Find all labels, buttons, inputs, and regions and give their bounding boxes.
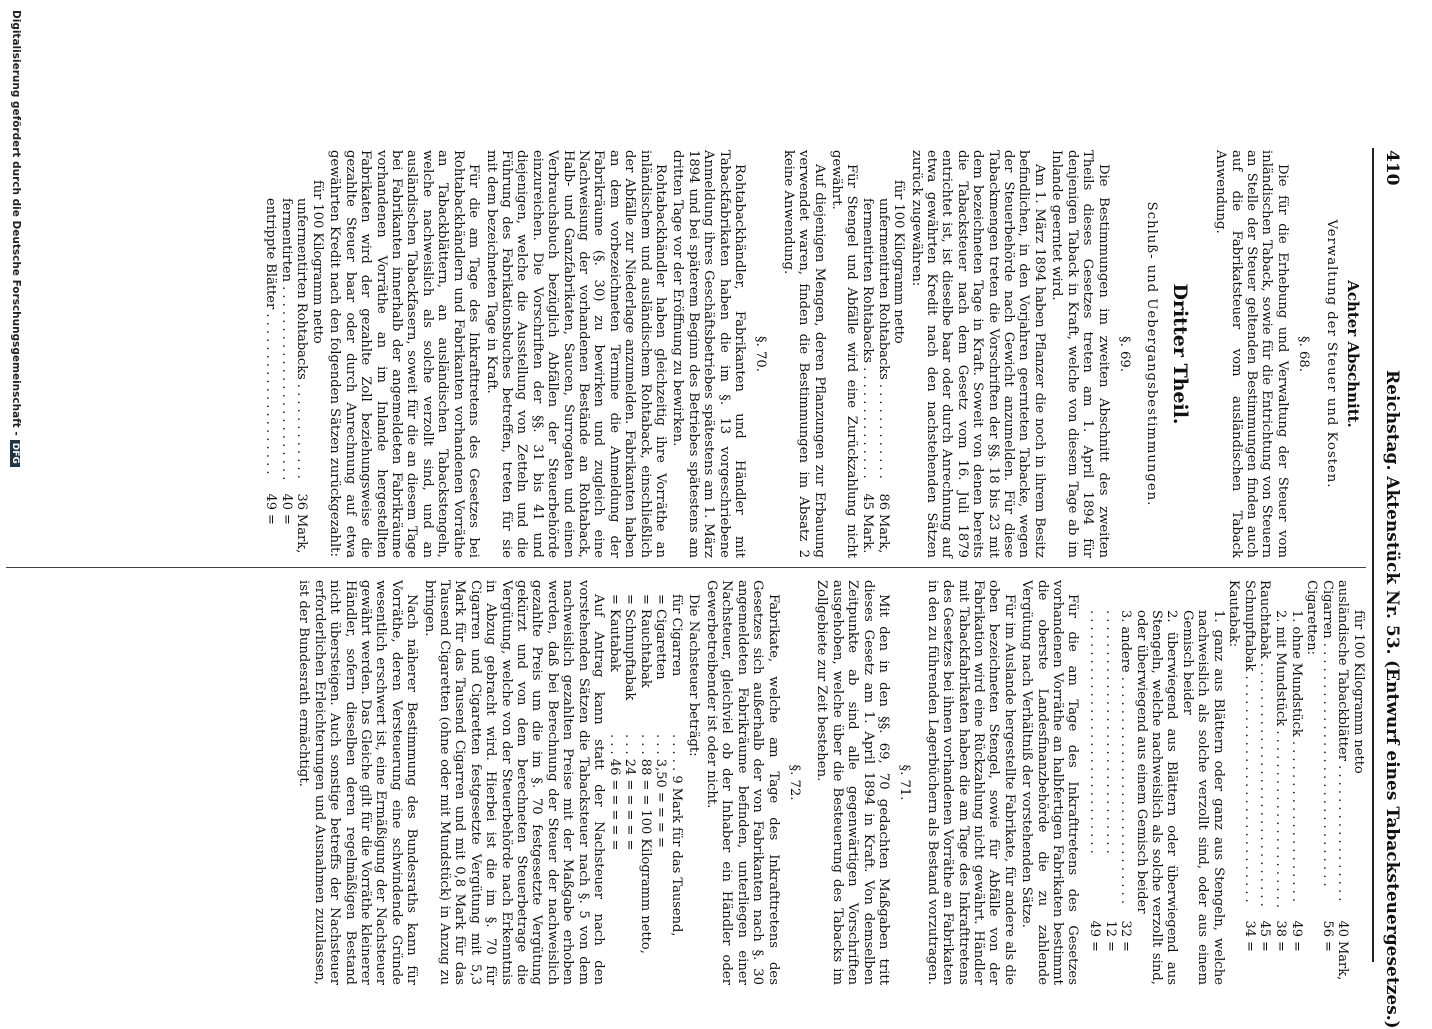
rate-label xyxy=(1102,580,1118,907)
section-title: Achter Abschnitt. xyxy=(1344,280,1362,428)
rate-row xyxy=(1304,580,1320,985)
rate-label-long: 1. ganz aus Blättern oder ganz aus Stengeln, welche nachweislich als solche verzollt sind, oder aus einem Gemisch beider xyxy=(1179,610,1226,985)
rate-unit: Mark, xyxy=(875,514,891,554)
paragraph-69-c: Am 1. März 1894 haben Pflanzer die noch in ihrem Besitz befindlichen, in den Vorjahren geernteten Tabacke, wegen der Steuerbehörde nach Gewicht anzumelden. Für diese Tabackmengen treten die Vorschriften der §§. 18 bis 23 mit dem bezeichneten Tage in Kraft. Soweit von denen bereits die Tabacksteuer nach dem Gesetz vom 16. Juli 1879 entrichtet ist, ist dieselbe baar oder durch Anrechnung auf etwa gewährten Kredit nach den nachstehenden Sätzen zurück zugewähren: xyxy=(908,150,1047,558)
rate-row xyxy=(1086,580,1102,985)
rate-label: fermentirten . . . xyxy=(278,150,294,480)
tax-row xyxy=(622,580,638,985)
column-divider xyxy=(6,567,1366,568)
paragraph-71-text: Mit den in den §§. 69, 70 gedachten Maßgaben tritt dieses Gesetz am 1. April 1894 in Kraft. Von demselben Zeitpunkte ab sind alle gegenwärtigen Vorschriften ausgehoben, welche über die Besteuerung des Tabacks im Zollgebiete zur Zeit bestehen. xyxy=(814,580,891,985)
rate-value: 86 xyxy=(875,493,891,510)
rate-row xyxy=(1272,580,1288,985)
left-column xyxy=(263,150,1366,558)
rate-unit: = xyxy=(278,514,294,525)
rate-label: unfermentirten Rohtabacks . . . xyxy=(294,150,310,480)
rate-label: Cigaretten: xyxy=(1304,580,1320,655)
rate-unit: = xyxy=(1257,941,1273,952)
rate-row xyxy=(309,150,325,558)
rate-row xyxy=(1241,580,1257,985)
rate-value: 12 xyxy=(1102,920,1118,937)
header-center: Reichstag. Aktenstück Nr. 53. xyxy=(1382,370,1402,655)
rate-label: Schnupftabak . . . xyxy=(1241,580,1257,907)
rate-label xyxy=(1086,580,1102,907)
rate-value: 36 xyxy=(294,493,310,510)
header-right: (Entwurf eines Tabacksteuergesetzes.) xyxy=(1382,660,1402,1029)
rate-unit: = xyxy=(1288,941,1304,952)
rate-value: 40 xyxy=(1335,920,1351,937)
rate-row xyxy=(1288,580,1304,985)
tax-label: = Cigaretten xyxy=(653,594,669,680)
paragraph-72-head: §. 72. xyxy=(786,764,802,801)
tax-label: für Cigarren xyxy=(669,594,685,677)
part-title: Dritter Theil. xyxy=(1168,283,1191,425)
paragraph-70-a: Rohtabackhändler, Fabrikanten und Händler mit Tabackfabrikaten haben die im §. 13 vorgeschriebene Anmeldung ihres Geschäftsbetriebes spätestens am 1. März 1894 und bei späterem Beginn des Betriebes spätestens am dritten Tage vor der Eröffnung zu bewirken. xyxy=(670,150,748,558)
tax-label: = Rauchtabak xyxy=(637,594,653,688)
rate-unit: = xyxy=(1118,941,1134,952)
tax-value: . . . 46 = = = = = xyxy=(606,734,622,851)
rate-row xyxy=(891,150,907,558)
rate-label: 2. mit Mundstück . . . xyxy=(1272,580,1288,907)
dfg-logo: DFG xyxy=(10,440,20,467)
rate-row xyxy=(1350,580,1366,985)
rate-value: 45 xyxy=(1257,920,1273,937)
rate-unit: = xyxy=(1273,941,1289,952)
rate-label: entrippte Blätter . . . xyxy=(263,150,279,480)
rate-label: Kautabak: xyxy=(1226,580,1242,648)
rate-unit: Mark, xyxy=(294,514,310,554)
paragraph-68-head: §. 68. xyxy=(1296,336,1312,372)
tax-value: . . . 88 = = 100 Kilogramm netto, xyxy=(637,734,653,954)
paragraph-70-d: Für die am Tage des Inkrafttretens des Gesetzes vorhandenen Vorräthe an halbfertigen Fabrikaten bestimmt die oberste Landesfinanzbehörde die zu zahlende Vergütung nach Verhältniß der vorstehenden Sätze. xyxy=(1019,580,1081,985)
paragraph-70-head: §. 70. xyxy=(753,336,769,372)
page-number: 410 xyxy=(1382,150,1402,186)
rate-unit: = xyxy=(1102,941,1118,952)
rate-row xyxy=(294,150,310,558)
rate-unit: = xyxy=(1087,941,1103,952)
rate-value: 32 xyxy=(1118,920,1134,937)
rate-row xyxy=(1319,580,1335,985)
rate-row xyxy=(1226,580,1242,985)
tax-row xyxy=(669,580,685,985)
paragraph-72-b: Die Nachsteuer beträgt: xyxy=(686,594,702,757)
rate-row xyxy=(1118,580,1134,985)
rate-unit: = xyxy=(1241,941,1257,952)
paragraph-70-b: Rohtabackhändler haben gleichzeitig ihre Vorräthe an inländischem und ausländischem Rohtaback, einschließlich der Abfälle zur Niederlage anzumelden. Fabrikanten haben an dem vorbezeichneten Termine die Anmeldung der Fabrikräume (§. 30) zu bewirken und zugleich eine Nachweisung der vorhandenen Bestände an Rohtaback, Halb- und Ganzfabrikaten, Saucen, Surrogaten und einen Verbrauchsbuch bezüglich Abfällen der Steuerbehörde einzureichen. Die Vorschriften der §§. 31 bis 41 und diejenigen, welche die Ausstellung von Zetteln und die Führung des Fabrikationsbuches betreffen, treten für sie mit dem bezeichneten Tage in Kraft. xyxy=(483,150,668,558)
rate-row xyxy=(278,150,294,558)
rate-row xyxy=(1102,580,1118,985)
rate-label: unfermentirten Rohtabacks . . . xyxy=(875,150,891,480)
rate-value: 56 xyxy=(1319,920,1335,937)
paragraph-69-d: Für Stengel und Abfälle wird eine Zurückzahlung nicht gewährt. xyxy=(829,150,860,558)
rate-value: 49 xyxy=(263,493,279,510)
rate-label: für 100 Kilogramm netto xyxy=(310,180,326,344)
rate-row xyxy=(859,150,875,558)
rate-label: 1. ohne Mundstück . . . xyxy=(1288,580,1304,907)
rate-unit: = xyxy=(263,514,279,525)
rate-value: 49 xyxy=(1288,920,1304,937)
paragraph-71-head: §. 71. xyxy=(897,764,913,801)
digitization-note xyxy=(10,10,22,467)
rate-label: Cigarren . . . xyxy=(1319,580,1335,907)
rate-label: fermentirten Rohtabacks . . . xyxy=(859,150,875,480)
tax-value: . . . . . 9 Mark für das Tausend, xyxy=(669,734,685,937)
rate-value: 45 xyxy=(860,493,876,510)
rate-unit: Mark. xyxy=(860,514,876,554)
header-rule xyxy=(1372,148,1374,962)
rate-label: für 100 Kilogramm netto xyxy=(891,180,907,344)
rate-value: 38 xyxy=(1273,920,1289,937)
rate-row xyxy=(1257,580,1273,985)
rate-value: 40 xyxy=(278,493,294,510)
rate-row xyxy=(263,150,279,558)
paragraph-69-e: Auf diejenigen Mengen, deren Pflanzungen zur Erbauung verwendet waren, finden die Bestimmungen im Absatz 2 keine Anwendung. xyxy=(780,150,827,558)
rate-row xyxy=(875,150,891,558)
tax-value: . . . 3,50 = = = = xyxy=(653,734,669,848)
paragraph-69-b: Die Bestimmungen im zweiten Abschnitt des zweiten Theils dieses Gesetzes treten am 1. April 1894 für denjenigen Taback in Kraft, welche von diesem Tage ab im Inlande geerntet wird. xyxy=(1049,150,1111,558)
paragraph-72-c: Auf Antrag kann statt der Nachsteuer nach den vorstehenden Sätzen die Tabacksteuer nach §. 5 von dem nachweislich gezahlten Preise mit der Maßgabe erhoben werden, daß bei Berechnung der Steuer der nachweislich gezahlte Preis um die im §. 70 festgesetzte Vergütung gekürzt und von dem berechneten Steuerbetrage die Vergütung, welche von der Steuerbehörde nach Erkenntnis in Abzug gebracht wird. Hierbei ist die im §. 70 für Cigarren und Cigaretten festgesetzte Vergütung mit 5,3 Mark für das Tausend Cigarren und mit 0,8 Mark für das Tausend Cigaretten (ohne oder mit Mundstück) in Anzug zu bringen. xyxy=(421,580,607,985)
tax-label: = Schnupftabak xyxy=(622,594,638,701)
rate-label: ausländische Tabackblätter . . . xyxy=(1335,580,1351,907)
tax-row xyxy=(637,580,653,985)
rate-unit: = xyxy=(1319,941,1335,952)
section-subtitle: Verwaltung der Steuer und Kosten. xyxy=(1323,219,1339,489)
tax-label: = Kautabak xyxy=(606,594,622,672)
digitization-text: Digitalisierung gefördert durch die Deutsche Forschungsgemeinschaft - xyxy=(10,10,22,436)
paragraph-68-text: Die für die Erhebung und Verwaltung der Steuer vom inländischen Taback, sowie für die Entrichtung von Steuern an Stelle der Steuer geltenden Bestimmungen finden auch auf die Fabrikatsteuer vom ausländischen Taback Anwendung. xyxy=(1213,150,1290,558)
rate-label: Rauchtabak . . . xyxy=(1257,580,1273,907)
part-subtitle: Schluß- und Uebergangsbestimmungen. xyxy=(1144,201,1160,507)
rate-row xyxy=(1335,580,1351,985)
rate-label: für 100 Kilogramm netto xyxy=(1351,610,1366,774)
rate-label-long: 2. überwiegend aus Blättern oder überwiegend aus Stengeln, welche nachweislich als solche verzollt sind, oder überwiegend aus einem Gemisch beider xyxy=(1133,610,1180,985)
paragraph-72-a: Fabrikate, welche am Tage des Inkrafttretens des Gesetzes sich außerhalb der von Fabrikanten nach §. 30 angemeldeten Fabrikräume befinden, unterliegen einer Nachsteuer, gleichviel ob der Inhaber ein Händler oder Gewerbetreibender ist oder nicht. xyxy=(703,580,781,985)
rate-label: 3. andere . . . xyxy=(1118,580,1134,907)
rate-unit: Mark, xyxy=(1335,941,1351,981)
paragraph-70-c: Für die am Tage des Inkrafttretens des Gesetzes bei Rohtabackhändlern und Fabrikanten vorhandenen Vorräthe an Tabackblättern, an ausländischen Tabackstengeln, welche nachweislich als solche verzollt sind, und an ausländischen Tabackfasern, soweit für die an diesem Tage bei Fabrikanten innerhalb der angemeldeten Fabrikräume vorhandenen Vorräthe an im Inlande hergestellten Fabrikaten wird der gezahlte Zoll beziehungsweise die gezahlte Steuer baar oder durch Anrechnung auf etwa gewährten Kredit nach den folgenden Sätzen zurückgezahlt: xyxy=(327,150,482,558)
rate-value: 34 xyxy=(1241,920,1257,937)
tax-value: . . . 24 = = = = = xyxy=(622,734,638,851)
tax-row xyxy=(606,580,622,985)
right-column xyxy=(294,580,1366,985)
tax-row xyxy=(653,580,669,985)
rate-value: 49 xyxy=(1087,920,1103,937)
paragraph-70-e: Für im Auslande hergestellte Fabrikate, für andere als die oben bezeichneten Stengel, sowie für Abfälle von der Fabrikation wird eine Rückzahlung nicht gewährt. Händler mit Tabackfabrikaten haben die am Tage des Inkrafttretens des Gesetzes bei ihnen vorhandenen Vorräthe an Fabrikaten in den zu führenden Lagerbüchern als Bestand vorzutragen. xyxy=(924,580,1017,985)
paragraph-69-head: §. 69. xyxy=(1116,336,1132,372)
paragraph-72-d: Nach näherer Bestimmung des Bundesraths kann für Vorräthe, deren Versteuerung eine schwindende Gründe wesentlich erschwert ist, eine Ermäßigung der Nachsteuer gewährt werden. Das Gleiche gilt für die Vorräthe kleinerer Händler, sofern dieselben deren regelmäßigen Bestand nicht übersteigen. Auch sonstige betreffs der Nachsteuer erforderlichen Erleichterungen und Ausnahmen zuzulassen, ist der Bundesrath ermächtigt. xyxy=(296,580,420,985)
